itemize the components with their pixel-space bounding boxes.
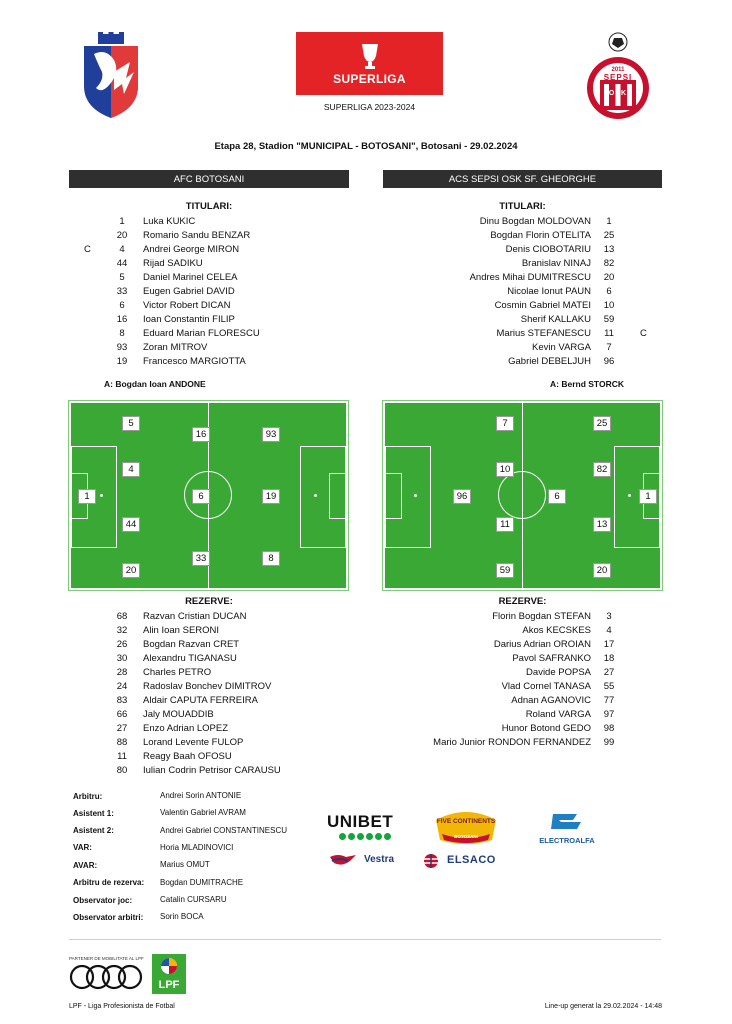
player-name: Nicolae Ionut PAUN (507, 286, 591, 297)
home-coach: A: Bogdan Ioan ANDONE (104, 379, 206, 389)
official-role: AVAR: (73, 861, 98, 870)
official-role: Arbitru de rezerva: (73, 878, 145, 887)
lpf-logo (152, 954, 186, 994)
elsaco-globe-icon (423, 853, 439, 869)
five-continents-subtext: BOTOSANI (454, 834, 478, 839)
away-team-crest (586, 30, 650, 122)
player-name: Mario Junior RONDON FERNANDEZ (433, 737, 591, 748)
away-reserve-row (383, 708, 663, 722)
player-name: Bogdan Razvan CRET (143, 639, 240, 650)
player-number: 33 (116, 286, 128, 297)
formation-player-marker: 16 (192, 427, 210, 442)
away-reserve-row (383, 638, 663, 652)
formation-player-marker: 93 (262, 427, 280, 442)
player-name: Radoslav Bonchev DIMITROV (143, 681, 272, 692)
player-name: Bogdan Florin OTELITA (490, 230, 591, 241)
player-name: Akos KECSKES (522, 625, 591, 636)
player-number: 4 (606, 625, 612, 636)
player-number: 44 (116, 258, 128, 269)
player-name: Romario Sandu BENZAR (143, 230, 251, 241)
player-number: 1 (119, 216, 125, 227)
player-name: Adnan AGANOVIC (511, 695, 591, 706)
player-name: Branislav NINAJ (521, 258, 591, 269)
player-name: Rijad SADIKU (143, 258, 203, 269)
player-number: 25 (603, 230, 615, 241)
player-number: 20 (603, 272, 615, 283)
away-reserves-heading: REZERVE: (498, 596, 547, 607)
formation-player-marker: 10 (496, 462, 514, 477)
away-team-bar: ACS SEPSI OSK SF. GHEORGHE (383, 170, 662, 188)
electroalfa-logo (532, 812, 602, 848)
away-starter-row (383, 313, 663, 327)
player-name: Darius Adrian OROIAN (493, 639, 591, 650)
player-number: 11 (117, 751, 127, 762)
away-coach: A: Bernd STORCK (550, 379, 624, 389)
official-name: Horia MLADINOVICI (160, 843, 234, 852)
formation-player-marker: 6 (192, 489, 210, 504)
player-name: Davide POPSA (526, 667, 591, 678)
home-pitch (69, 401, 348, 590)
player-number: 24 (116, 681, 128, 692)
vestra-text: Vestra (364, 854, 395, 865)
player-number: 93 (116, 342, 128, 353)
match-info: Etapa 28, Stadion "MUNICIPAL - BOTOSANI", Botosani - 29.02.2024 (214, 141, 518, 152)
lpf-badge-text: LPF (158, 979, 180, 991)
player-name: Gabriel DEBELJUH (508, 356, 591, 367)
player-number: 18 (603, 653, 615, 664)
player-number: 6 (606, 286, 612, 297)
player-number: 59 (603, 314, 615, 325)
official-name: Bogdan DUMITRACHE (160, 878, 244, 887)
formation-player-marker: 25 (593, 416, 611, 431)
player-number: 32 (116, 625, 128, 636)
player-number: 17 (603, 639, 615, 650)
player-name: Andrei George MIRON (143, 244, 240, 255)
formation-player-marker: 8 (262, 551, 280, 566)
away-starter-row (383, 341, 663, 355)
player-name: Dinu Bogdan MOLDOVAN (479, 216, 591, 227)
away-crest-year: 2011 (611, 67, 625, 73)
away-reserve-row (383, 694, 663, 708)
player-number: 99 (603, 737, 615, 748)
official-role: Observator joc: (73, 896, 133, 905)
home-team-crest (80, 32, 142, 120)
player-number: 66 (116, 709, 128, 720)
player-name: Razvan Cristian DUCAN (143, 611, 247, 622)
player-number: 11 (604, 328, 614, 339)
player-name: Kevin VARGA (532, 342, 591, 353)
player-number: 83 (116, 695, 128, 706)
formation-player-marker: 96 (453, 489, 471, 504)
captain-mark: C (84, 244, 91, 255)
superliga-logo-text: SUPERLIGA (333, 71, 406, 86)
player-name: Victor Robert DICAN (143, 300, 231, 311)
formation-player-marker: 11 (496, 517, 514, 532)
player-name: Eugen Gabriel DAVID (143, 286, 235, 297)
player-number: 3 (606, 611, 612, 622)
player-number: 8 (119, 328, 125, 339)
away-reserve-row (383, 610, 663, 624)
home-reserves-heading: REZERVE: (185, 596, 233, 607)
away-reserve-row (383, 736, 663, 750)
trophy-icon (358, 42, 382, 70)
partner-label: PARTENER DE MOBILITATE AL LPF (69, 956, 144, 961)
player-number: 80 (116, 765, 128, 776)
away-starter-row (383, 285, 663, 299)
unibet-logo (327, 812, 399, 842)
player-number: 88 (116, 737, 128, 748)
home-starters-heading: TITULARI: (185, 201, 233, 212)
player-number: 10 (603, 300, 615, 311)
superliga-logo (296, 32, 443, 95)
official-name: Catalin CURSARU (160, 895, 227, 904)
unibet-logo-text: UNIBET (327, 812, 394, 831)
player-name: Alexandru TIGANASU (143, 653, 237, 664)
away-reserve-row (383, 722, 663, 736)
player-number: 97 (603, 709, 615, 720)
player-number: 5 (119, 272, 125, 283)
player-name: Marius STEFANESCU (496, 328, 591, 339)
player-number: 55 (603, 681, 615, 692)
formation-player-marker: 82 (593, 462, 611, 477)
player-name: Alin Ioan SERONI (143, 625, 220, 636)
away-crest-abbr: OSK (608, 90, 628, 97)
official-role: VAR: (73, 843, 92, 852)
footer-left: LPF - Liga Profesionista de Fotbal (69, 1003, 175, 1010)
electroalfa-text: ELECTROALFA (539, 836, 595, 845)
away-starters-heading: TITULARI: (499, 201, 546, 212)
away-reserve-row (383, 652, 663, 666)
player-name: Iulian Codrin Petrisor CARAUSU (143, 765, 281, 776)
away-starter-row (383, 257, 663, 271)
player-name: Ioan Constantin FILIP (143, 314, 235, 325)
formation-player-marker: 19 (262, 489, 280, 504)
away-starter-row (383, 229, 663, 243)
official-name: Valentin Gabriel AVRAM (160, 808, 246, 817)
player-number: 19 (116, 356, 128, 367)
formation-player-marker: 5 (122, 416, 140, 431)
player-name: Sherif KALLAKU (520, 314, 591, 325)
away-starter-row (383, 243, 663, 257)
player-name: Hunor Botond GEDO (501, 723, 591, 734)
player-name: Charles PETRO (143, 667, 212, 678)
formation-player-marker: 1 (639, 489, 657, 504)
player-number: 82 (603, 258, 615, 269)
home-team-bar: AFC BOTOSANI (69, 170, 349, 188)
player-number: 77 (603, 695, 615, 706)
away-reserve-row (383, 624, 663, 638)
player-number: 13 (603, 244, 615, 255)
player-name: Cosmin Gabriel MATEI (494, 300, 591, 311)
elsaco-logo (423, 852, 513, 870)
player-number: 20 (116, 230, 128, 241)
player-name: Aldair CAPUTA FERREIRA (143, 695, 258, 706)
formation-player-marker: 4 (122, 462, 140, 477)
official-name: Sorin BOCA (160, 912, 204, 921)
formation-player-marker: 7 (496, 416, 514, 431)
player-name: Luka KUKIC (143, 216, 196, 227)
captain-mark: C (640, 328, 647, 339)
away-pitch (383, 401, 662, 590)
away-starter-row (383, 327, 663, 341)
player-name: Daniel Marinel CELEA (143, 272, 238, 283)
footer-divider (69, 939, 661, 940)
formation-player-marker: 44 (122, 517, 140, 532)
five-continents-logo (432, 806, 500, 846)
away-reserve-row (383, 680, 663, 694)
player-number: 6 (119, 300, 125, 311)
player-number: 7 (606, 342, 612, 353)
footer-right: Line-up generat la 29.02.2024 - 14:48 (544, 1003, 662, 1010)
away-starter-row (383, 299, 663, 313)
away-reserve-row (383, 666, 663, 680)
player-name: Enzo Adrian LOPEZ (143, 723, 229, 734)
formation-player-marker: 59 (496, 563, 514, 578)
elsaco-text: ELSACO (447, 854, 496, 866)
away-starter-row (383, 215, 663, 229)
formation-player-marker: 13 (593, 517, 611, 532)
five-continents-text: FIVE CONTINENTS (436, 818, 496, 825)
official-role: Asistent 2: (73, 826, 114, 835)
formation-player-marker: 6 (548, 489, 566, 504)
formation-player-marker: 1 (78, 489, 96, 504)
player-number: 4 (119, 244, 125, 255)
player-number: 68 (116, 611, 128, 622)
official-name: Andrei Sorin ANTONIE (160, 791, 242, 800)
player-name: Eduard Marian FLORESCU (143, 328, 260, 339)
vestra-logo (328, 852, 403, 870)
player-name: Reagy Baah OFOSU (143, 751, 232, 762)
player-name: Zoran MITROV (143, 342, 208, 353)
player-number: 30 (116, 653, 128, 664)
player-name: Andres Mihai DUMITRESCU (469, 272, 591, 283)
formation-player-marker: 33 (192, 551, 210, 566)
player-number: 27 (603, 667, 615, 678)
away-starter-row (383, 355, 663, 369)
player-name: Pavol SAFRANKO (512, 653, 591, 664)
player-number: 98 (603, 723, 615, 734)
official-name: Andrei Gabriel CONSTANTINESCU (160, 826, 287, 835)
player-name: Denis CIOBOTARIU (505, 244, 591, 255)
player-number: 1 (606, 216, 612, 227)
player-name: Florin Bogdan STEFAN (492, 611, 591, 622)
player-number: 27 (116, 723, 128, 734)
formation-player-marker: 20 (593, 563, 611, 578)
player-number: 96 (603, 356, 615, 367)
audi-logo (68, 963, 144, 991)
official-role: Arbitru: (73, 792, 103, 801)
away-starter-row (383, 271, 663, 285)
away-crest-name: SEPSI (603, 73, 633, 82)
official-role: Observator arbitri: (73, 913, 144, 922)
player-name: Roland VARGA (525, 709, 591, 720)
season-label: SUPERLIGA 2023-2024 (323, 102, 416, 112)
player-number: 16 (116, 314, 128, 325)
player-name: Lorand Levente FULOP (143, 737, 244, 748)
official-role: Asistent 1: (73, 809, 114, 818)
formation-player-marker: 20 (122, 563, 140, 578)
player-name: Jaly MOUADDIB (143, 709, 214, 720)
official-name: Marius OMUT (160, 860, 210, 869)
player-name: Vlad Cornel TANASA (501, 681, 591, 692)
player-name: Francesco MARGIOTTA (143, 356, 246, 367)
player-number: 26 (116, 639, 128, 650)
player-number: 28 (116, 667, 128, 678)
